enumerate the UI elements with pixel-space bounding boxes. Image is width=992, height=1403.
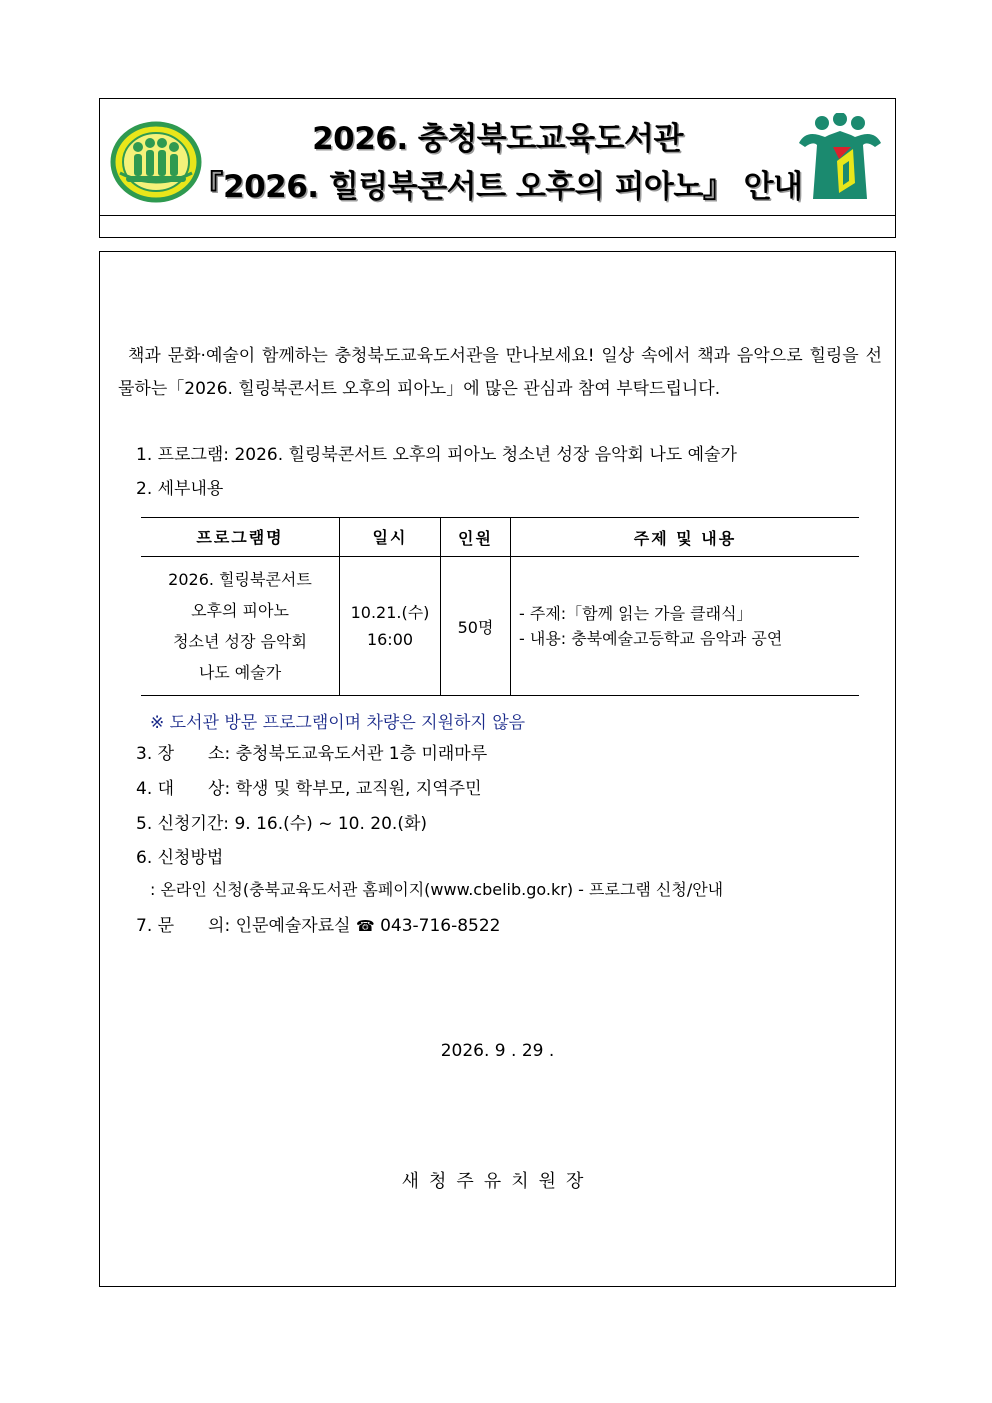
datetime-line: 16:00 bbox=[366, 630, 414, 649]
table-header-cell: 인원 bbox=[441, 518, 511, 557]
content-cell bbox=[511, 557, 860, 696]
item-place: 3. 장 소: 충청북도교육도서관 1층 미래마루 bbox=[136, 744, 488, 764]
contact-label: 7. 문 의: 인문예술자료실 bbox=[136, 916, 351, 936]
mascot-logo-icon bbox=[795, 113, 885, 201]
table-row bbox=[141, 557, 859, 696]
program-name-line: 2026. 힐링북콘서트 bbox=[168, 570, 312, 589]
phone-icon: ☎ bbox=[355, 917, 375, 935]
table-header-row bbox=[141, 518, 859, 557]
datetime-line: 10.21.(수) bbox=[350, 603, 430, 622]
table-header-cell: 주제 및 내용 bbox=[511, 518, 860, 557]
issue-date: 2026. 9 . 29 . bbox=[440, 1041, 555, 1061]
datetime-cell bbox=[340, 557, 441, 696]
transport-note: ※ 도서관 방문 프로그램이며 차량은 지원하지 않음 bbox=[150, 713, 526, 733]
item-method-detail: : 온라인 신청(충북교육도서관 홈페이지(www.cbelib.go.kr) - 프로그램 신청/안내 bbox=[150, 880, 724, 899]
program-name-line: 청소년 성장 음악회 bbox=[173, 632, 307, 651]
signature: 새청주유치원장 bbox=[401, 1171, 594, 1192]
item-period: 5. 신청기간: 9. 16.(수) ~ 10. 20.(화) bbox=[136, 814, 428, 834]
item-contact bbox=[136, 911, 501, 936]
item-method: 6. 신청방법 bbox=[136, 848, 224, 868]
people-cell: 50명 bbox=[441, 557, 511, 696]
document-title-line2: 『2026. 힐링북콘서트 오후의 피아노』 안내 bbox=[192, 169, 803, 205]
main-content-box bbox=[99, 251, 896, 1287]
content-line: - 내용: 충북예술고등학교 음악과 공연 bbox=[519, 629, 783, 648]
header-box bbox=[99, 98, 896, 238]
table-header-cell: 프로그램명 bbox=[141, 518, 340, 557]
header-divider bbox=[100, 215, 895, 216]
program-name-line: 나도 예술가 bbox=[198, 663, 282, 682]
content-line: - 주제:「함께 읽는 가을 클래식」 bbox=[519, 604, 753, 623]
intro-paragraph: 책과 문화·예술이 함께하는 충청북도교육도서관을 만나보세요! 일상 속에서 책과 음악으로 힐링을 선물하는「2026. 힐링북콘서트 오후의 피아노」에 많은 관심과 참여 부탁드립니다. bbox=[118, 346, 882, 399]
contact-phone: 043-716-8522 bbox=[380, 916, 501, 936]
program-name-line: 오후의 피아노 bbox=[191, 601, 289, 620]
item-program: 1. 프로그램: 2026. 힐링북콘서트 오후의 피아노 청소년 성장 음악회 나도 예술가 bbox=[136, 445, 737, 465]
program-details-table bbox=[141, 517, 859, 696]
item-target: 4. 대 상: 학생 및 학부모, 교직원, 지역주민 bbox=[136, 779, 482, 799]
program-name-cell bbox=[141, 557, 340, 696]
document-title-line1: 2026. 충청북도교육도서관 bbox=[312, 121, 683, 157]
item-details: 2. 세부내용 bbox=[136, 479, 224, 499]
table-header-cell: 일시 bbox=[340, 518, 441, 557]
